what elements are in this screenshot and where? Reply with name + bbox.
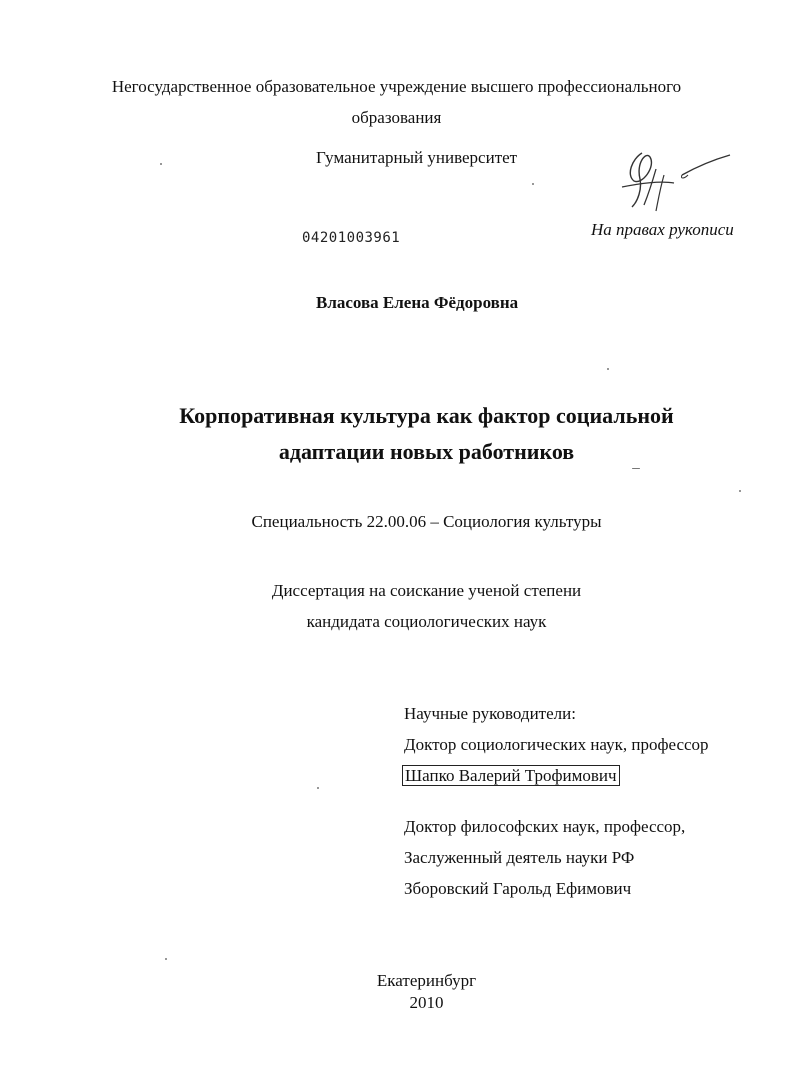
year: 2010 (409, 993, 444, 1012)
title-line-1: Корпоративная культура как фактор социальной (179, 403, 674, 428)
scan-speck (632, 468, 640, 469)
specialty: Специальность 22.00.06 – Социология культуры (251, 512, 602, 531)
scan-speck (160, 163, 162, 165)
advisor-2-title-2: Заслуженный деятель науки РФ (404, 848, 635, 867)
advisor-1-name: Шапко Валерий Трофимович (402, 765, 620, 786)
university-name: Гуманитарный университет (316, 148, 518, 167)
manuscript-rights: На правах рукописи (591, 220, 734, 239)
scan-speck (165, 958, 167, 960)
city: Екатеринбург (376, 971, 477, 990)
signature-icon (612, 145, 742, 220)
scan-speck (739, 490, 741, 492)
advisor-2-title-1: Доктор философских наук, профессор, (404, 817, 686, 836)
institution-line-1: Негосударственное образовательное учреждение высшего профессионального (111, 77, 682, 96)
scan-speck (532, 183, 534, 185)
scan-speck (317, 787, 319, 789)
author-name: Власова Елена Фёдоровна (316, 293, 519, 312)
institution-line-2: образования (351, 108, 442, 127)
advisor-1-title: Доктор социологических наук, профессор (404, 735, 709, 754)
advisors-heading: Научные руководители: (404, 704, 576, 723)
stamp-number: 04201003961 (302, 230, 401, 246)
advisor-2-name: Зборовский Гарольд Ефимович (404, 879, 632, 898)
dissertation-line-2: кандидата социологических наук (306, 612, 547, 631)
scan-speck (607, 368, 609, 370)
title-line-2: адаптации новых работников (278, 439, 575, 464)
dissertation-line-1: Диссертация на соискание ученой степени (271, 581, 582, 600)
